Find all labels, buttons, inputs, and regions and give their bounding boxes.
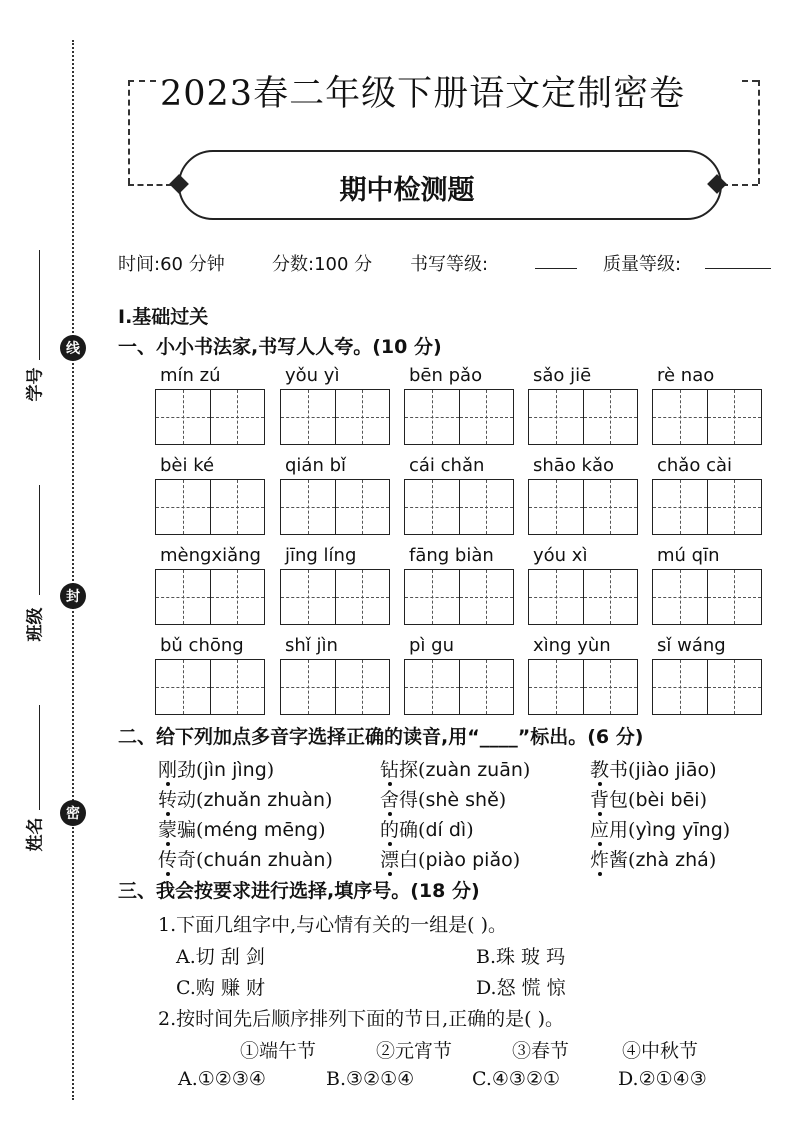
polyphone-item: 蒙骗(méng mēng) <box>158 819 326 841</box>
grid-cell[interactable] <box>336 570 390 624</box>
grid-cell[interactable] <box>405 480 460 534</box>
grid-cell[interactable] <box>584 480 638 534</box>
grid-cell[interactable] <box>584 390 638 444</box>
grid-cell[interactable] <box>653 570 708 624</box>
grid-cell[interactable] <box>460 660 514 714</box>
question-1-title: 一、小小书法家,书写人人夸。(10 分) <box>118 336 442 358</box>
reading-option[interactable]: zhuǎn <box>203 789 262 811</box>
grid-cell[interactable] <box>460 570 514 624</box>
reading-option[interactable]: piǎo <box>472 849 513 871</box>
frame-line <box>742 80 758 82</box>
writing-grade-blank[interactable] <box>535 262 577 269</box>
polyphone-char: 应 <box>590 819 610 841</box>
pinyin-label: chǎo cài <box>657 455 732 476</box>
grid-cell[interactable] <box>529 570 584 624</box>
reading-option[interactable]: zhuàn <box>267 789 325 811</box>
grid-cell[interactable] <box>156 570 211 624</box>
reading-option[interactable]: zhà <box>635 849 670 871</box>
reading-option[interactable]: yìng <box>635 819 677 841</box>
time-info: 时间:60 分钟 <box>118 254 225 275</box>
question-2-title: 二、给下列加点多音字选择正确的读音,用“____”标出。(6 分) <box>118 726 644 748</box>
reading-option[interactable]: dì <box>448 819 467 841</box>
writing-grid[interactable] <box>404 479 514 535</box>
grid-cell[interactable] <box>281 660 336 714</box>
writing-grid[interactable] <box>652 659 762 715</box>
reading-option[interactable]: chuán <box>203 849 262 871</box>
polyphone-item: 传奇(chuán zhuàn) <box>158 849 333 871</box>
pinyin-label: mín zú <box>160 365 221 386</box>
pinyin-label: bǔ chōng <box>160 635 244 656</box>
writing-grid[interactable] <box>280 569 390 625</box>
writing-grid[interactable] <box>528 659 638 715</box>
class-line[interactable] <box>39 485 40 595</box>
reading-option[interactable]: yīng <box>682 819 723 841</box>
writing-grid[interactable] <box>280 389 390 445</box>
name-line[interactable] <box>39 705 40 810</box>
reading-option[interactable]: zuàn <box>425 759 472 781</box>
writing-grid[interactable] <box>404 389 514 445</box>
reading-option[interactable]: zhá <box>675 849 709 871</box>
writing-grid[interactable] <box>528 569 638 625</box>
grid-cell[interactable] <box>211 570 265 624</box>
q3-2-stem: 2.按时间先后顺序排列下面的节日,正确的是( )。 <box>158 1008 565 1030</box>
reading-option[interactable]: jiào <box>635 759 670 781</box>
seal-feng: 封 <box>60 583 86 609</box>
grid-cell[interactable] <box>405 390 460 444</box>
pinyin-label: cái chǎn <box>409 455 485 476</box>
writing-grid[interactable] <box>404 569 514 625</box>
grid-cell[interactable] <box>653 390 708 444</box>
seal-xian: 线 <box>60 335 86 361</box>
grid-cell[interactable] <box>529 390 584 444</box>
word-char: 确 <box>399 819 419 841</box>
page-title: 2023春二年级下册语文定制密卷 <box>160 74 686 114</box>
pinyin-label: yóu xì <box>533 545 588 566</box>
grid-cell[interactable] <box>653 480 708 534</box>
reading-option[interactable]: jiāo <box>675 759 710 781</box>
pinyin-label: jīng líng <box>285 545 357 566</box>
polyphone-item: 应用(yìng yīng) <box>590 819 731 841</box>
polyphone-char: 转 <box>158 789 178 811</box>
writing-grid[interactable] <box>652 479 762 535</box>
grid-cell[interactable] <box>460 480 514 534</box>
polyphone-item: 转动(zhuǎn zhuàn) <box>158 789 333 811</box>
student-id-label: 学号 <box>25 367 46 402</box>
q3-2-option-c[interactable]: C.④③②① <box>472 1068 561 1090</box>
pinyin-label: qián bǐ <box>285 455 347 476</box>
grid-cell[interactable] <box>584 570 638 624</box>
pinyin-label: bèi ké <box>160 455 215 476</box>
word-char: 包 <box>609 789 629 811</box>
writing-grid[interactable] <box>155 479 265 535</box>
reading-option[interactable]: jìng <box>232 759 267 781</box>
pinyin-label: mèngxiǎng <box>160 545 261 566</box>
q3-2-option-a[interactable]: A.①②③④ <box>178 1068 266 1090</box>
grid-cell[interactable] <box>211 480 265 534</box>
q3-1-option-d[interactable]: D.怒 慌 惊 <box>476 977 566 999</box>
writing-grid[interactable] <box>528 389 638 445</box>
grid-cell[interactable] <box>405 660 460 714</box>
pinyin-label: bēn pǎo <box>409 365 483 386</box>
q3-1-option-b[interactable]: B.珠 玻 玛 <box>476 946 566 968</box>
word-char: 动 <box>177 789 197 811</box>
quality-grade-blank[interactable] <box>705 268 771 269</box>
reading-option[interactable]: méng <box>203 819 258 841</box>
pinyin-label: rè nao <box>657 365 715 386</box>
grid-cell[interactable] <box>211 390 265 444</box>
grid-cell[interactable] <box>529 480 584 534</box>
pinyin-label: fāng biàn <box>409 545 494 566</box>
grid-cell[interactable] <box>336 390 390 444</box>
q3-2-option-d[interactable]: D.②①④③ <box>618 1068 707 1090</box>
grid-cell[interactable] <box>156 660 211 714</box>
exam-subtitle: 期中检测题 <box>339 175 475 206</box>
q3-1-stem: 1.下面几组字中,与心情有关的一组是( )。 <box>158 914 508 936</box>
q3-1-option-c[interactable]: C.购 赚 财 <box>176 977 265 999</box>
student-id-line[interactable] <box>39 250 40 360</box>
reading-option[interactable]: jìn <box>203 759 227 781</box>
reading-option[interactable]: dí <box>425 819 443 841</box>
reading-option[interactable]: bèi <box>635 789 665 811</box>
question-3-title: 三、我会按要求进行选择,填序号。(18 分) <box>118 880 480 902</box>
grid-cell[interactable] <box>529 660 584 714</box>
writing-grid[interactable] <box>528 479 638 535</box>
pinyin-label: shāo kǎo <box>533 455 615 476</box>
grid-cell[interactable] <box>708 480 762 534</box>
polyphone-char: 刚 <box>158 759 178 781</box>
reading-option[interactable]: mēng <box>263 819 319 841</box>
word-char: 骗 <box>177 819 197 841</box>
part-heading: Ⅰ.基础过关 <box>118 306 209 328</box>
word-char: 奇 <box>177 849 197 871</box>
writing-grid[interactable] <box>280 479 390 535</box>
grid-cell[interactable] <box>156 480 211 534</box>
writing-grid[interactable] <box>404 659 514 715</box>
polyphone-item: 舍得(shè shě) <box>380 789 507 811</box>
grid-cell[interactable] <box>211 660 265 714</box>
word-char: 酱 <box>609 849 629 871</box>
polyphone-char: 漂 <box>380 849 400 871</box>
polyphone-item: 教书(jiào jiāo) <box>590 759 717 781</box>
writing-grid[interactable] <box>652 569 762 625</box>
writing-grid[interactable] <box>155 389 265 445</box>
polyphone-item: 背包(bèi bēi) <box>590 789 707 811</box>
pinyin-label: yǒu yì <box>285 365 340 386</box>
quality-grade-label: 质量等级: <box>603 254 682 275</box>
polyphone-item: 炸酱(zhà zhá) <box>590 849 717 871</box>
reading-option[interactable]: shè <box>425 789 460 811</box>
grid-cell[interactable] <box>584 660 638 714</box>
reading-option[interactable]: piào <box>425 849 467 871</box>
festival-item: ③春节 <box>512 1040 570 1062</box>
writing-grid[interactable] <box>155 569 265 625</box>
word-char: 用 <box>609 819 629 841</box>
polyphone-item: 漂白(piào piǎo) <box>380 849 521 871</box>
grid-cell[interactable] <box>336 660 390 714</box>
grid-cell[interactable] <box>281 570 336 624</box>
festival-item: ②元宵节 <box>376 1040 453 1062</box>
word-char: 劲 <box>177 759 197 781</box>
polyphone-char: 的 <box>380 819 400 841</box>
word-char: 探 <box>399 759 419 781</box>
grid-cell[interactable] <box>708 390 762 444</box>
polyphone-char: 炸 <box>590 849 610 871</box>
reading-option[interactable]: zuān <box>477 759 523 781</box>
grid-cell[interactable] <box>281 390 336 444</box>
grid-cell[interactable] <box>460 390 514 444</box>
reading-option[interactable]: shě <box>465 789 499 811</box>
reading-option[interactable]: bēi <box>670 789 700 811</box>
writing-grade-label: 书写等级: <box>410 254 489 275</box>
pinyin-label: mú qīn <box>657 545 720 566</box>
grid-cell[interactable] <box>653 660 708 714</box>
grid-cell[interactable] <box>336 480 390 534</box>
polyphone-item: 的确(dí dì) <box>380 819 474 841</box>
grid-cell[interactable] <box>708 660 762 714</box>
polyphone-char: 钻 <box>380 759 400 781</box>
q3-2-option-b[interactable]: B.③②①④ <box>326 1068 415 1090</box>
score-info: 分数:100 分 <box>272 254 373 275</box>
writing-grid[interactable] <box>155 659 265 715</box>
writing-grid[interactable] <box>652 389 762 445</box>
pinyin-label: pì gu <box>409 635 454 656</box>
class-label: 班级 <box>25 607 46 642</box>
writing-grid[interactable] <box>280 659 390 715</box>
polyphone-char: 蒙 <box>158 819 178 841</box>
polyphone-char: 背 <box>590 789 610 811</box>
grid-cell[interactable] <box>708 570 762 624</box>
festival-item: ①端午节 <box>240 1040 317 1062</box>
seal-mi: 密 <box>60 800 86 826</box>
pinyin-label: sǎo jiē <box>533 365 592 386</box>
word-char: 得 <box>399 789 419 811</box>
grid-cell[interactable] <box>156 390 211 444</box>
pinyin-label: xìng yùn <box>533 635 611 656</box>
reading-option[interactable]: zhuàn <box>267 849 326 871</box>
word-char: 书 <box>609 759 629 781</box>
polyphone-item: 刚劲(jìn jìng) <box>158 759 275 781</box>
name-label: 姓名 <box>25 817 46 852</box>
q3-1-option-a[interactable]: A.切 刮 剑 <box>176 946 265 968</box>
grid-cell[interactable] <box>281 480 336 534</box>
pinyin-label: sǐ wáng <box>657 635 726 656</box>
polyphone-char: 传 <box>158 849 178 871</box>
pinyin-label: shǐ jìn <box>285 635 338 656</box>
polyphone-char: 舍 <box>380 789 400 811</box>
word-char: 白 <box>399 849 419 871</box>
polyphone-item: 钻探(zuàn zuān) <box>380 759 531 781</box>
polyphone-char: 教 <box>590 759 610 781</box>
festival-item: ④中秋节 <box>622 1040 699 1062</box>
frame-line <box>128 80 156 82</box>
grid-cell[interactable] <box>405 570 460 624</box>
